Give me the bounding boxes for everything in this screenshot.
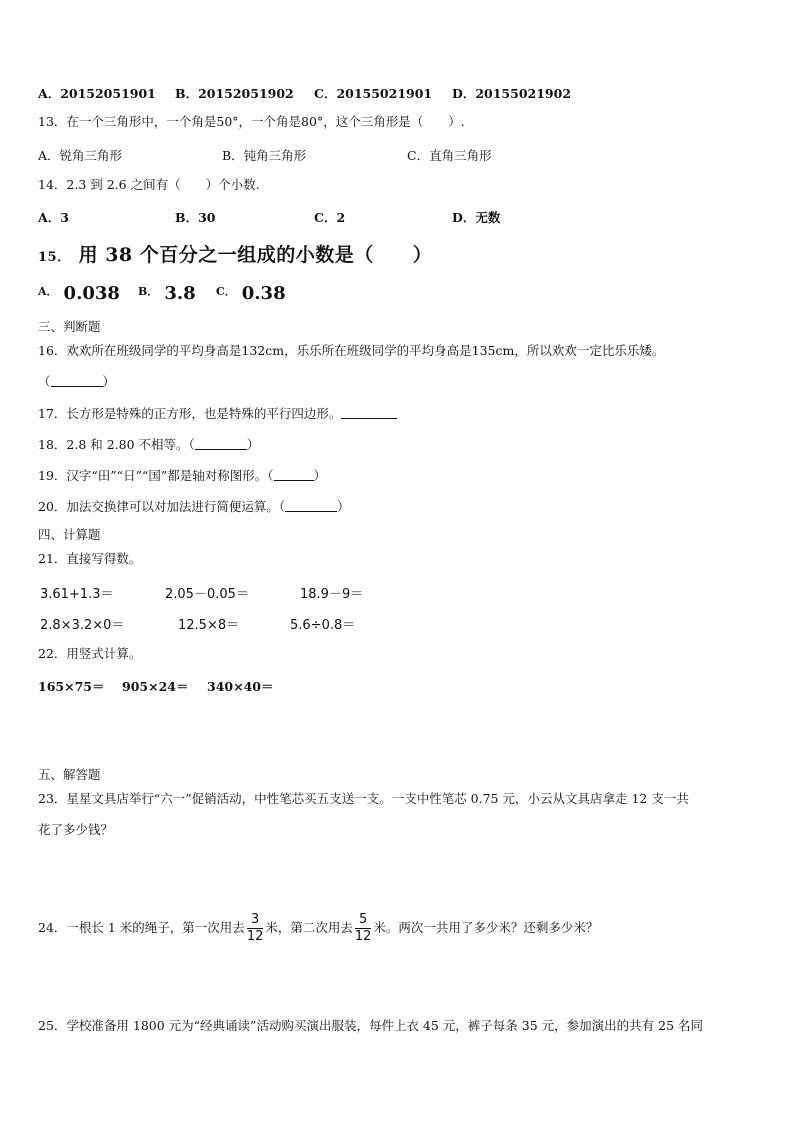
q20-answer-blank[interactable]: [285, 501, 337, 512]
q16-answer: [38, 374, 115, 390]
q24-fraction-2-den: 12: [354, 929, 372, 944]
q15-option-c-label: C．: [216, 285, 236, 298]
q13-text: 13．在一个三角形中，一个角是50°，一个角是80°，这个三角形是（ ）.: [38, 114, 465, 129]
q24-fraction-1-num: 3: [247, 912, 264, 929]
q21-expr-4: 2.8×3.2×0＝: [40, 618, 125, 633]
q18-answer-blank[interactable]: [195, 439, 247, 450]
q21-text: 21．直接写得数。: [38, 551, 142, 566]
q14-option-c: C．2: [314, 210, 346, 225]
q22-text: 22．用竖式计算。: [38, 646, 142, 661]
q21-expr-3: 18.9－9＝: [300, 587, 364, 602]
q19-paren-close: ）: [313, 468, 327, 483]
q20-text: 20．加法交换律可以对加法进行简便运算。（: [38, 499, 286, 514]
q21-expr-1: 3.61+1.3＝: [40, 587, 114, 602]
q15-option-b-label: B．: [138, 285, 159, 298]
q15-option-a-label: A．: [38, 285, 58, 298]
q15-option-b-value: 3.8: [164, 283, 196, 304]
q15-number: 15．: [38, 250, 71, 265]
q13-option-a: A．锐角三角形: [38, 148, 123, 163]
q12-option-b: B．20152051902: [175, 86, 294, 101]
q19-answer-blank[interactable]: [274, 470, 314, 481]
q21-expr-2: 2.05－0.05＝: [165, 587, 249, 602]
q15-option-a-value: 0.038: [63, 283, 120, 304]
q24-fraction-1: [247, 912, 264, 945]
q24-part-1: 24．一根长 1 米的绳子，第一次用去: [38, 920, 245, 935]
q15-option-c: [216, 283, 286, 304]
q13-option-c: C．直角三角形: [407, 148, 492, 163]
q14-option-b: B．30: [175, 210, 216, 225]
q15-option-a: [38, 283, 120, 304]
q12-option-a: A．20152051901: [38, 86, 156, 101]
q21-expr-6: 5.6÷0.8＝: [290, 618, 356, 633]
q24-fraction-2: [355, 912, 372, 945]
section-3-heading: 三、判断题: [38, 319, 101, 334]
q21-expr-5: 12.5×8＝: [178, 618, 240, 633]
q24-fraction-2-num: 5: [355, 912, 372, 929]
q20-paren-close: ）: [337, 499, 350, 514]
q15-option-c-value: 0.38: [241, 283, 286, 304]
q16-paren-open: （: [38, 374, 51, 389]
q16-answer-blank[interactable]: [51, 376, 103, 387]
q17-text: 17．长方形是特殊的正方形，也是特殊的平行四边形。: [38, 406, 342, 421]
q24-part-2: 米，第二次用去: [265, 920, 353, 935]
q19-row: [38, 468, 326, 484]
q15-option-b: [138, 283, 196, 304]
q14-option-d: D．无数: [452, 210, 501, 225]
q15-text: 用 38 个百分之一组成的小数是（ ）: [78, 244, 433, 266]
q24-fraction-1-den: 12: [246, 929, 264, 944]
q19-text: 19．汉字“田”“日”“国”都是轴对称图形。（: [38, 468, 274, 483]
q17-answer-blank[interactable]: [341, 408, 397, 419]
q15-question: [38, 240, 432, 267]
q22-item-1: 165×75＝: [38, 679, 105, 694]
q23-line-1: 23．星星文具店举行“六一”促销活动，中性笔芯买五支送一支。一支中性笔芯 0.75 元，小云从文具店拿走 12 支一共: [38, 791, 689, 806]
section-5-heading: 五、解答题: [38, 767, 101, 782]
q13-option-b: B．钝角三角形: [222, 148, 307, 163]
q18-paren-close: ）: [246, 437, 260, 452]
q14-option-a: A．3: [38, 210, 69, 225]
q14-text: 14．2.3 到 2.6 之间有（ ）个小数.: [38, 177, 260, 192]
q25-text: 25．学校准备用 1800 元为“经典诵读”活动购买演出服装，每件上衣 45 元，裤子每条 35 元，参加演出的共有 25 名同: [38, 1018, 704, 1033]
q24-part-3: 米。两次一共用了多少米？还剩多少米？: [373, 920, 599, 935]
q24-row: [38, 910, 598, 946]
q16-paren-close: ）: [102, 374, 116, 389]
q18-row: [38, 437, 259, 453]
q17-row: [38, 406, 397, 422]
q20-row: [38, 499, 350, 515]
q12-option-d: D．20155021902: [452, 86, 572, 101]
q22-item-3: 340×40＝: [207, 679, 274, 694]
section-4-heading: 四、计算题: [38, 527, 101, 542]
q18-text: 18．2.8 和 2.80 不相等。（: [38, 437, 195, 452]
q23-line-2: 花了多少钱？: [38, 822, 114, 837]
q22-item-2: 905×24＝: [122, 679, 189, 694]
q12-option-c: C．20155021901: [314, 86, 433, 101]
q16-text: 16．欢欢所在班级同学的平均身高是132cm，乐乐所在班级同学的平均身高是135cm，所以欢欢一定比乐乐矮。: [38, 343, 665, 358]
